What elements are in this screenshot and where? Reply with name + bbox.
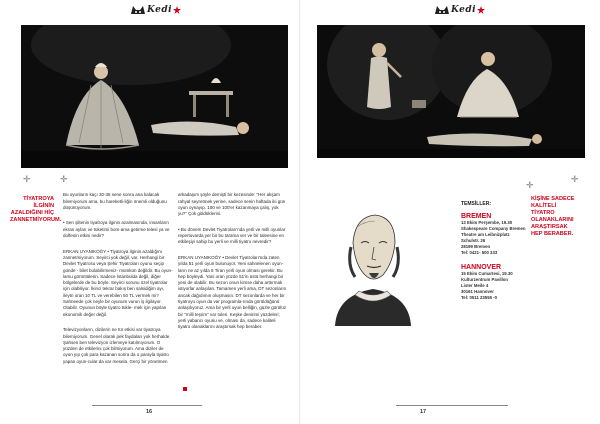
bremen-line: Tel: 0421- 500 333 <box>461 250 498 255</box>
paragraph: arkadaşım şöyle demişti bir kezesinde: "Her akşam rahyal seyretmek yerine, sadece senin haftada iki gün oyun oynayıp, 100 ve 100'er kazanmaya çalış, yok yu?" Çok güldüklerini. <box>178 192 286 217</box>
hannover-line: 30161 Hannover <box>461 289 494 294</box>
cat-mask-icon <box>130 4 146 16</box>
stage-photo-right <box>317 25 585 158</box>
masthead-title-left: Kedi <box>147 5 173 15</box>
article-end-mark <box>183 387 187 391</box>
shakespeare-portrait <box>325 203 421 326</box>
answer-paragraph: ERKAN UYANIKOĞY • Devlet Tiyatroları'nda zaten yılda 51 yerli oyun bulunuyor. Yeni sahnelenen oyun-ların ne az yılda 5 Tiran yerli oyun olması gerekir. Bu hep böyleydi. Yani oran yüzde 51'in üstü herhangi bir yeni de olabilir. Bu sezon onun kimse daha arttırmak istiyorlar anlaşılan. Tamamen yerli ama, DT sezonların ancak dağıdımın oluşmasın. DT sezonlarda ve her bir tiyatroyu oyun da var programla-rında görüldüğünü anlaşılıyoruz. Ama bir yerli oyun belliğin, güzle görülüz bir "milli teşrim" var toleri. Keşke denirimi yüzdeleri; yerli yabancı oyunu ve, olması da, sadece kaliteli tiyatro olanaklarını araştırsak hep beraber. <box>178 254 287 330</box>
right-page <box>300 0 600 424</box>
stage-photo-left <box>21 25 288 168</box>
hannover-line: 15 Ekim Cumartesi, 19.30 <box>461 271 513 276</box>
bremen-line: 28199 Bremen <box>461 244 491 249</box>
star-icon <box>173 6 181 14</box>
bremen-line: 13 Ekim Perşembe, 19.30 <box>461 220 513 225</box>
footer-rule <box>92 405 202 406</box>
question-paragraph: • Bu dönem Devlet Tiyatroları'nda yerli ve milli oyunlar repertuvarda yer bir bu tarama ver ve bir taleesine en etkileşiyi sahip bu yerli ve milli tiyatro nevredir? <box>178 226 286 245</box>
hannover-line: Lister Meile 4 <box>461 283 489 288</box>
page-number-right: 17 <box>420 409 427 415</box>
bremen-line: Theatre am Leibnizplatz <box>461 232 510 237</box>
performances-heading: TEMSİLLER: <box>461 201 491 207</box>
footer-rule <box>396 405 508 406</box>
bremen-line: Shakespeare Company Bremen <box>461 226 526 231</box>
page-number-left: 16 <box>146 409 153 415</box>
answer-paragraph: ERKAN UYANIKOĞY • Tiyatroya ilginin azaldığını zannetmiyorum. Seyirci yok değil, var. Herhangi bir Devlet Tiyatrosu veya Şehir Tiyatroları oyunu seçip günde - bilet bulabilirmeniz- mümkün değildir. Bu oyun-lamu görüntülerin. Sadece İstanbulda değil, diğer bölgelerde de bu böyle. Seyirci sorunu özel tiyatrolar için olabiliyor. İkinci tekrar bakış ben salsidiğim ayı, ileytri oran 10 TL ve verebilen 50 TL vermek mi? Sahneede çok neyle bir oyunum vurun iş ilgilayor. Olabilir. Oyunun böyle tiyatro tükle- mek için yapılan ekonomik değer değil. <box>63 248 173 317</box>
pull-quote-left: TİYATROYA İLGİNİN AZALDIĞINI HİÇ ZANNETMİYORUM. <box>10 196 62 223</box>
pull-quote-right: KİŞİNE SADECE KALİTELİ TİYATRO OLANAKLARINI ARAŞTIRSAK HEP BERABER. <box>531 196 575 237</box>
masthead-logo-right <box>434 3 485 17</box>
masthead-logo-left <box>130 3 181 17</box>
registration-mark: ✛ <box>526 181 534 191</box>
question-paragraph: • Sen şiltenin tiyatroya ilginin azalmasında, insanların ekran ayları ve tüketimi bom-ama getirme telesi ya ve dolfenin etkisi nedir? <box>63 220 170 239</box>
registration-mark: ✛ <box>571 175 579 185</box>
bremen-line: Schulstr. 26 <box>461 238 486 243</box>
hannover-line: Kulturzentrum Pavillon <box>461 277 509 282</box>
city-hannover: HANNOVER <box>461 264 502 271</box>
hannover-line: Tel: 0511 23555 -0 <box>461 295 497 300</box>
masthead-title-right: Kedi <box>451 5 477 15</box>
registration-mark: ✛ <box>23 175 31 185</box>
star-icon <box>477 6 485 14</box>
performances-box <box>428 201 526 301</box>
paragraph: Televizyonların, dizilerin ne tür etkisi var tiyatroya bilemiyorum. Genel olarak pek faydaları yok herhalde. Şahsen ben televizyon izlemeye katılmıyorum. O yüzden de etkilerini çok bilmiyorum. Ama diziler de oyun yıp çok para kazanan sonra da o parayla tiyatro yapan oyun-cular da var mesela. Gerçi bir yönetmen <box>63 327 171 364</box>
city-bremen: BREMEN <box>461 213 492 220</box>
article-column-1 <box>63 186 173 371</box>
paragraph: Bu oyunların kaçı 30-35 sene sonra ana kalacak bilemiyorum ama, bu hareketli-liğin önemli olduğunu düşünüyorum. <box>63 192 167 210</box>
registration-mark: ✛ <box>60 175 68 185</box>
article-column-2 <box>178 186 288 337</box>
cat-mask-icon <box>434 4 450 16</box>
